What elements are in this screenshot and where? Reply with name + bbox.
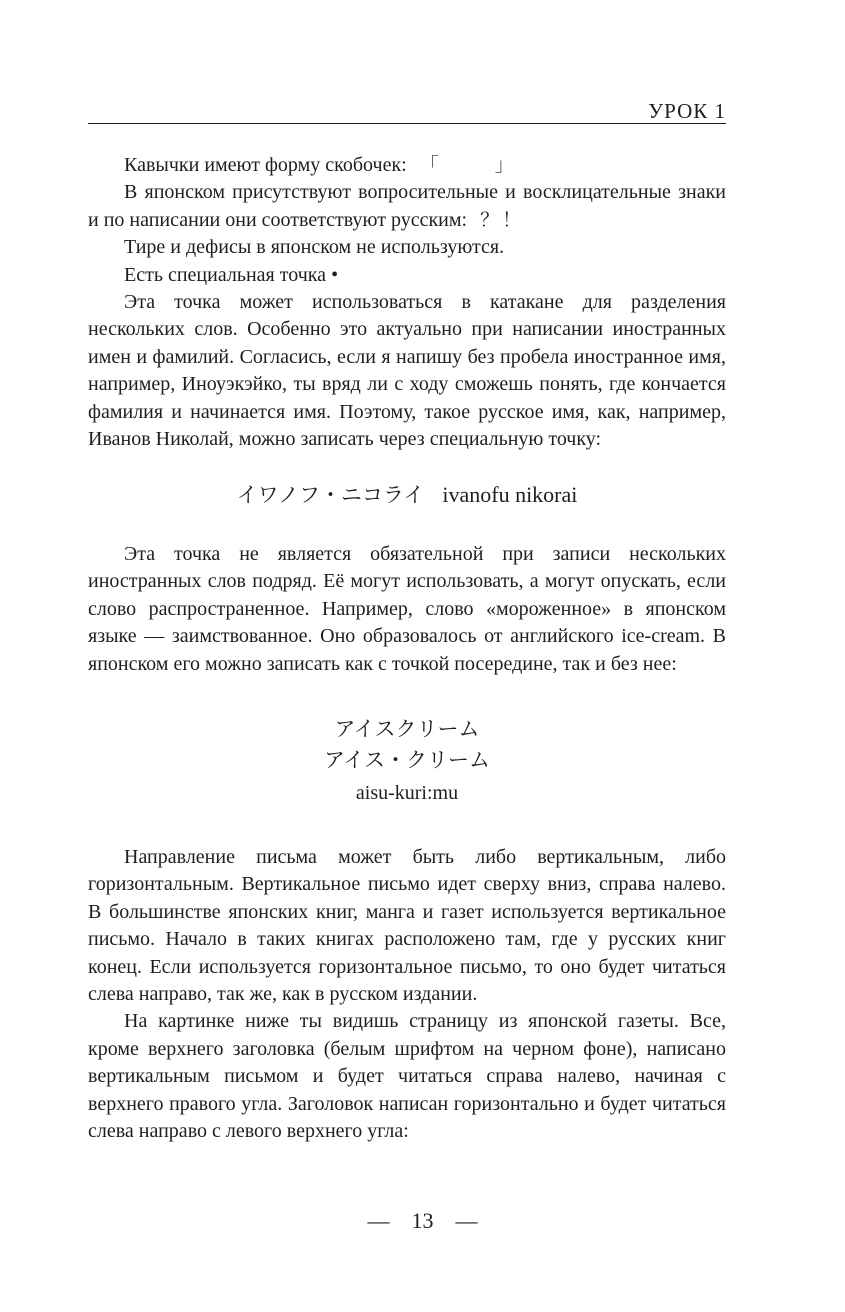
paragraph-text: В японском присутствуют вопросительные и восклицательные знаки и по написании они соответствуют русским: — [88, 181, 726, 231]
paragraph-quotes — [88, 152, 726, 179]
paragraph-punctuation — [88, 179, 726, 234]
example-name — [88, 481, 726, 509]
paragraph-dashes: Тире и дефисы в японском не используются. — [124, 236, 505, 259]
example-romaji: ivanofu nikorai — [442, 482, 578, 508]
running-title: УРОК 1 — [648, 99, 726, 123]
example-romaji: aisu-kuri:mu — [355, 781, 459, 804]
example-kana: イワノフ・ニコライ — [236, 483, 425, 508]
page-number: 13 — [411, 1208, 434, 1233]
paragraph-optional-dot: Эта точка не является обязательной при записи нескольких иностранных слов подряд. Её могут использовать, а могут опускать, если слово распространенное. Например, слово «мороженное» в японском языке — заимствованное. Оно образовалось от английского ice-cream. В японском его можно записать как с точкой посередине, так и без нее: — [88, 542, 726, 675]
example-kana-dotted: アイス・クリーム — [324, 747, 490, 772]
paragraph-dot — [88, 262, 726, 289]
paragraph-text: Кавычки имеют форму скобочек: — [124, 154, 412, 176]
folio-dash-left: — — [367, 1208, 390, 1233]
body-text — [88, 152, 726, 1145]
running-head — [88, 93, 726, 124]
example-kana-plain: アイスクリーム — [334, 716, 480, 741]
paragraph-text: Есть специальная точка — [124, 263, 332, 286]
middle-dot-glyph: • — [331, 263, 339, 286]
folio-dash-right: — — [455, 1208, 478, 1233]
punctuation-glyphs: ？！ — [480, 208, 525, 231]
page-footer — [0, 1208, 845, 1234]
paragraph-writing-direction: Направление письма может быть либо вертикальным, либо горизонтальным. Вертикальное письмо идет сверху вниз, справа налево. В большинстве японских книг, манга и газет используется вертикальное письмо. Начало в таких книгах расположено там, где у русских книг конец. Если используется горизонтальное письмо, то оно будет читаться слева направо, так же, как в русском издании. — [88, 845, 726, 1005]
paragraph-newspaper: На картинке ниже ты видишь страницу из японской газеты. Все, кроме верхнего заголовка (белым шрифтом на черном фоне), написано вертикальным письмом и будет читаться справа налево, начиная с верхнего правого угла. Заголовок написан горизонтально и будет читаться слева направо с левого верхнего угла: — [88, 1010, 726, 1142]
example-icecream — [88, 714, 726, 808]
quote-brackets-glyphs: 「 」 — [419, 154, 517, 176]
paragraph-dot-usage: Эта точка может использоваться в катакане для разделения нескольких слов. Особенно это актуально при написании иностранных имен и фамилий. Согласись, если я напишу без пробела иностранное имя, например, Иноуэкэйко, ты вряд ли с ходу сможешь понять, где кончается фамилия и начинается имя. Поэтому, такое русское имя, как, например, Иванов Николай, можно записать через специальную точку: — [88, 291, 726, 451]
